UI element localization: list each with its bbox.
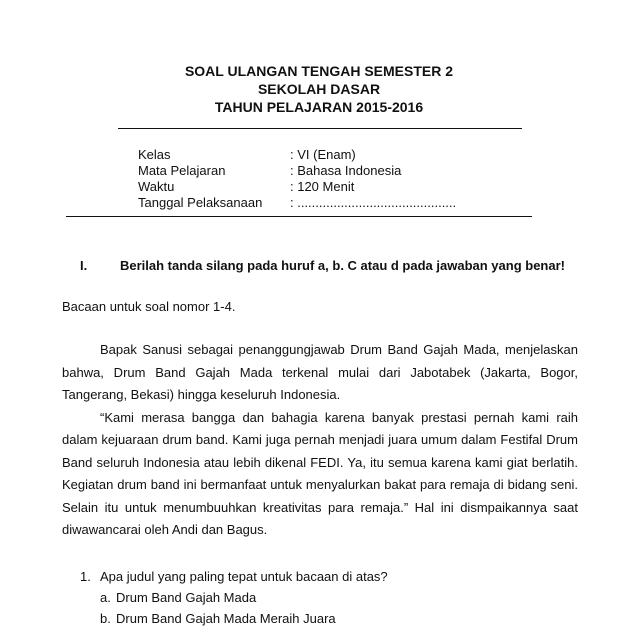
question-text-row xyxy=(80,566,388,587)
info-label: Kelas xyxy=(138,147,171,162)
info-value: : ............................................ xyxy=(290,195,457,210)
info-row-subject xyxy=(138,163,456,179)
option-letter: a. xyxy=(100,590,111,605)
info-row-time xyxy=(138,179,456,195)
passage-paragraph: “Kami merasa bangga dan bahagia karena banyak prestasi pernah kami raih dalam kejuaraan drum band. Kami juga pernah menjadi juara umum dalam Festifal Drum Band seluruh Indonesia atau lebih dikenal FEDI. Ya, itu semua karena kami giat berlatih. Kegiatan drum band ini bermanfaat untuk menyalurkan bakat para remaja di bidang seni. Selain itu untuk menumbuuhkan kreativitas para remaja.” Hal ini dismpaikannya saat diwawancarai oleh Andi dan Bagus. xyxy=(62,409,578,537)
info-label: Mata Pelajaran xyxy=(138,163,226,178)
info-value: : 120 Menit xyxy=(290,179,355,194)
option-text: Drum Band Gajah Mada xyxy=(116,590,257,605)
question-text: Apa judul yang paling tepat untuk bacaan di atas? xyxy=(100,569,388,584)
exam-info-table xyxy=(138,147,456,211)
header-divider xyxy=(118,128,522,129)
header-school-level: SEKOLAH DASAR xyxy=(257,81,381,97)
header-academic-year: TAHUN PELAJARAN 2015-2016 xyxy=(214,99,424,115)
info-row-class xyxy=(138,147,456,163)
reading-intro: Bacaan untuk soal nomor 1-4. xyxy=(62,299,236,314)
info-label: Tanggal Pelaksanaan xyxy=(138,195,263,210)
section-instruction xyxy=(80,258,565,273)
info-label: Waktu xyxy=(138,179,175,194)
answer-option-a xyxy=(80,587,388,608)
option-letter: b. xyxy=(100,611,111,626)
instruction-text: Berilah tanda silang pada huruf a, b. C atau d pada jawaban yang benar! xyxy=(120,258,565,273)
header-title: SOAL ULANGAN TENGAH SEMESTER 2 xyxy=(184,63,454,79)
answer-option-b xyxy=(80,608,388,629)
info-value: : VI (Enam) xyxy=(290,147,356,162)
passage-paragraph: Bapak Sanusi sebagai penanggungjawab Drum Band Gajah Mada, menjelaskan bahwa, Drum Band Gajah Mada terkenal mulai dari Jabotabek (Jakarta, Bogor, Tangerang, Bekasi) hingga keseluruh Indonesia. xyxy=(62,342,578,402)
question-number: 1. xyxy=(80,569,91,584)
info-value: : Bahasa Indonesia xyxy=(290,163,402,178)
option-text: Drum Band Gajah Mada Meraih Juara xyxy=(116,611,336,626)
question-1 xyxy=(80,566,388,629)
section-number: I. xyxy=(80,258,88,273)
info-row-date xyxy=(138,195,456,211)
reading-passage xyxy=(62,339,578,542)
exam-header xyxy=(0,62,638,116)
info-divider xyxy=(66,216,532,217)
